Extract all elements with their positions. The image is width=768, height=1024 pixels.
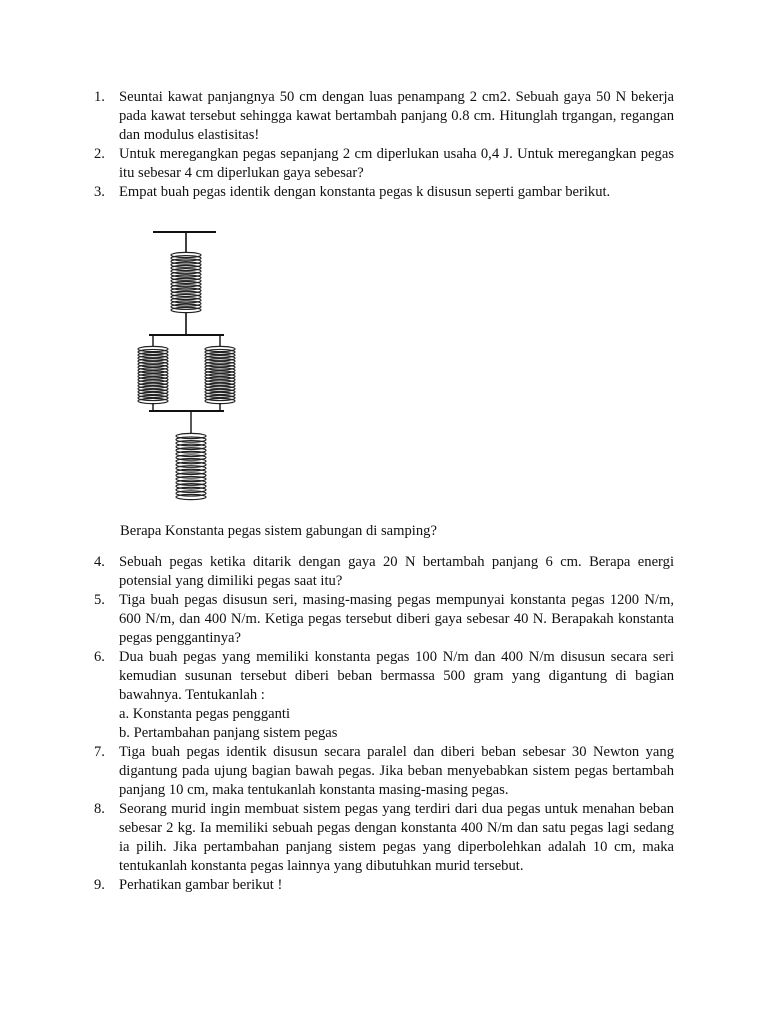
spring-bottom bbox=[176, 433, 206, 499]
question-text: Sebuah pegas ketika ditarik dengan gaya 20 N bertambah panjang 6 cm. Berapa energi potensial yang dimiliki pegas saat itu? bbox=[119, 554, 674, 589]
question-number: 3. bbox=[94, 184, 105, 200]
question-6-sub-a: a. Konstanta pegas pengganti bbox=[119, 706, 291, 722]
question-8 bbox=[94, 800, 674, 876]
question-text: Dua buah pegas yang memiliki konstanta pegas 100 N/m dan 400 N/m disusun secara seri kemudian susunan tersebut diberi beban bermassa 500 gram yang digantung di bagian bawahnya. Tentukanlah : bbox=[119, 649, 674, 703]
question-number: 2. bbox=[94, 146, 105, 162]
spring-coil bbox=[171, 307, 201, 312]
question-5 bbox=[94, 591, 674, 648]
question-list-part1 bbox=[94, 88, 674, 202]
question-list-part2 bbox=[94, 553, 674, 895]
question-number: 6. bbox=[94, 649, 105, 665]
question-7 bbox=[94, 743, 674, 800]
question-1 bbox=[94, 88, 674, 145]
question-4 bbox=[94, 553, 674, 591]
question-text: Tiga buah pegas identik disusun secara paralel dan diberi beban sebesar 30 Newton yang digantung pada ujung bagian bawah pegas. Jika beban menyebabkan sistem pegas bertambah panjang 10 cm, maka tentukanlah konstanta masing-masing pegas. bbox=[119, 744, 674, 798]
question-2 bbox=[94, 145, 674, 183]
figure-caption: Berapa Konstanta pegas sistem gabungan di samping? bbox=[120, 523, 437, 539]
spring-system-diagram bbox=[136, 225, 246, 505]
spring-left bbox=[138, 346, 168, 403]
question-number: 4. bbox=[94, 554, 105, 570]
question-number: 8. bbox=[94, 801, 105, 817]
question-text: Tiga buah pegas disusun seri, masing-masing pegas mempunyai konstanta pegas 1200 N/m, 600 N/m, dan 400 N/m. Ketiga pegas tersebut diberi gaya sebesar 40 N. Berapakah konstanta pegas penggantinya? bbox=[119, 592, 674, 646]
question-number: 5. bbox=[94, 592, 105, 608]
question-text: Empat buah pegas identik dengan konstanta pegas k disusun seperti gambar berikut. bbox=[119, 184, 611, 200]
spring-top bbox=[171, 252, 201, 312]
question-text: Seuntai kawat panjangnya 50 cm dengan luas penampang 2 cm2. Sebuah gaya 50 N bekerja pada kawat tersebut sehingga kawat bertambah panjang 0.8 cm. Hitunglah trgangan, regangan dan modulus elastisitas! bbox=[119, 89, 674, 143]
question-text: Seorang murid ingin membuat sistem pegas yang terdiri dari dua pegas untuk menahan beban sebesar 2 kg. Ia memiliki sebuah pegas dengan konstanta 400 N/m dan satu pegas lagi sedang ia pilih. Jika pertambahan panjang sistem pegas yang diperbolehkan adalah 10 cm, maka tentukanlah konstanta pegas lainnya yang dibutuhkan murid tersebut. bbox=[119, 801, 674, 874]
question-text: Perhatikan gambar berikut ! bbox=[119, 877, 283, 893]
question-6-sub-b: b. Pertambahan panjang sistem pegas bbox=[119, 725, 338, 741]
question-6 bbox=[94, 648, 674, 743]
question-text: Untuk meregangkan pegas sepanjang 2 cm diperlukan usaha 0,4 J. Untuk meregangkan pegas itu sebesar 4 cm diperlukan gaya sebesar? bbox=[119, 146, 674, 181]
question-3 bbox=[94, 183, 674, 202]
question-9 bbox=[94, 876, 674, 895]
question-number: 9. bbox=[94, 877, 105, 893]
question-number: 7. bbox=[94, 744, 105, 760]
spring-coil bbox=[176, 494, 206, 499]
question-number: 1. bbox=[94, 89, 105, 105]
spring-right bbox=[205, 346, 235, 403]
